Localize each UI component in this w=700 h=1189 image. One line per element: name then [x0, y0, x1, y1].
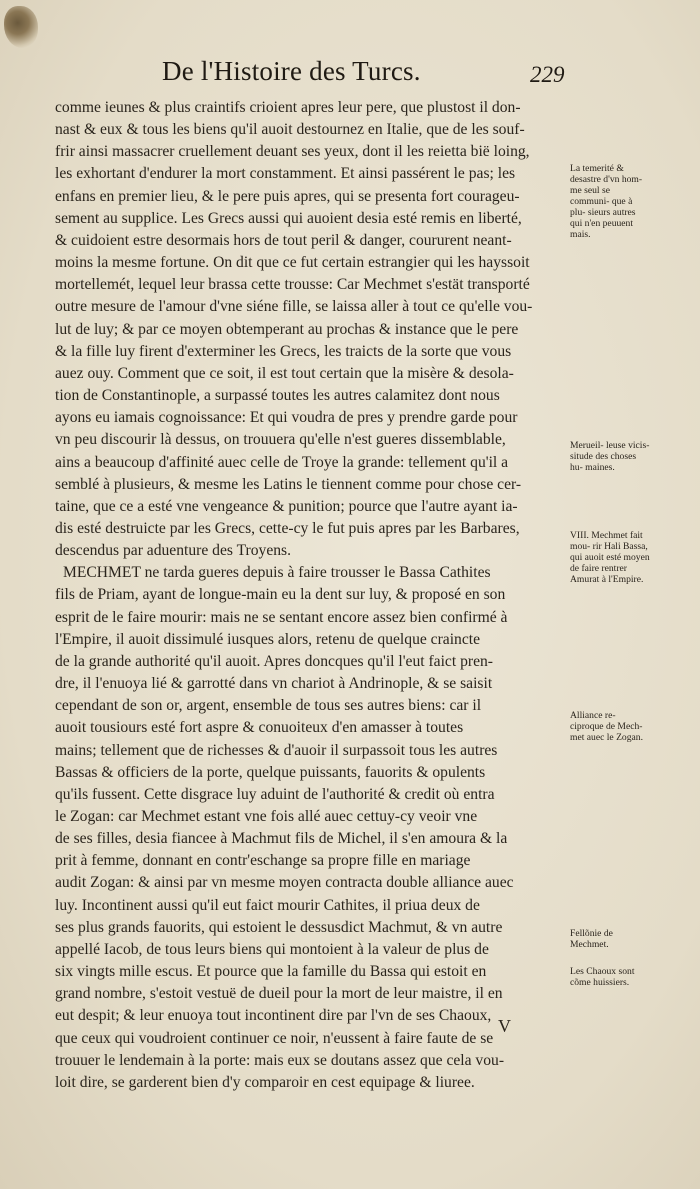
text-line: fils de Priam, ayant de longue-main eu la dent sur luy, & proposé en son — [55, 586, 506, 604]
text-line: prit à femme, donnant en contr'eschange sa propre fille en mariage — [55, 852, 471, 870]
text-line: six vingts mille escus. Et pource que la famille du Bassa qui estoit en — [55, 963, 487, 981]
text-line: auez ouy. Comment que ce soit, il est tout certain que la misère & desola- — [55, 364, 514, 382]
catchword: V — [498, 1016, 511, 1036]
margin-note: Alliance re- ciproque de Mech- met auec le Zogan. — [570, 710, 643, 743]
page-number: 229 — [530, 62, 565, 87]
text-line: loit dire, se garderent bien d'y comparoir en cest equipage & liuree. — [55, 1073, 475, 1091]
margin-note: Merueil- leuse vicis- situde des choses hu- maines. — [570, 440, 650, 473]
text-line: trouuer le lendemain à la porte: mais eux se doutans assez que cela vou- — [55, 1051, 505, 1069]
text-line: nast & eux & tous les biens qu'il auoit destournez en Italie, que de les souf- — [55, 121, 525, 139]
text-line: dis esté destruicte par les Grecs, cette-cy le fut puis apres par les Barbares, — [55, 519, 520, 537]
text-line: grand nombre, s'estoit vestuë de dueil pour la mort de leur maistre, il en — [55, 985, 503, 1003]
text-line: moins la mesme fortune. On dit que ce fut certain estrangier qui les hayssoit — [55, 254, 530, 272]
text-line: de la grande authorité qu'il auoit. Apres doncques qu'il l'eut faict pren- — [55, 652, 493, 670]
margin-note: Les Chaoux sont cõme huissiers. — [570, 966, 635, 988]
text-line: le Zogan: car Mechmet estant vne fois allé auec cettuy-cy veoir vne — [55, 808, 478, 825]
margin-note: La temerité & desastre d'vn hom- me seul se communi- que à plu- sieurs autres qui n'en peuuent mais. — [570, 163, 643, 240]
text-line: frir ainsi massacrer cruellement deuant ses yeux, dont il les reietta bië loing, — [55, 143, 530, 161]
text-line: appellé Iacob, de tous leurs biens qui montoient à la valeur de plus de — [55, 940, 489, 958]
ink-stain — [4, 6, 38, 48]
running-title: De l'Histoire des Turcs. — [162, 56, 421, 86]
text-line: les exhortant d'endurer la mort constamment. Et ainsi passérent le pas; les — [55, 165, 516, 183]
text-line: audit Zogan: & ainsi par vn mesme moyen contracta double alliance auec — [55, 874, 514, 892]
text-line: ains a beaucoup d'affinité auec celle de Troye la grande: tellement qu'il a — [55, 453, 509, 471]
text-line: enfans en premier lieu, & le pere puis apres, qui se presenta fort courageu- — [55, 187, 520, 205]
text-line: eut despit; & leur enuoya tout incontinent dire par l'vn de ses Chaoux, — [55, 1007, 492, 1025]
text-line: l'Empire, il auoit dissimulé iusques alors, retenu de quelque craincte — [55, 630, 481, 648]
text-line: mains; tellement que de richesses & d'auoir il surpassoit tous les autres — [55, 741, 498, 759]
text-line: & la fille luy firent d'exterminer les Grecs, les traicts de la sorte que vous — [55, 342, 512, 360]
text-line: semblé à plusieurs, & mesme les Latins le tiennent comme pour chose cer- — [55, 475, 522, 493]
text-line: ayons eu iamais cognoissance: Et qui voudra de pres y prendre garde pour — [55, 409, 518, 427]
text-line: vn peu discourir là dessus, on trouuera qu'elle n'est gueres dissemblable, — [55, 431, 506, 449]
text-line: cependant de son or, argent, ensemble de tous ses autres biens: car il — [55, 697, 482, 715]
text-line: comme ieunes & plus craintifs crioient apres leur pere, que plustost il don- — [55, 99, 521, 116]
text-line: de ses filles, desia fiancee à Machmut fils de Michel, il s'en amoura & la — [55, 830, 508, 848]
text-line: auoit tousiours esté fort aspre & conuoiteux d'en amasser à toutes — [55, 719, 464, 737]
text-line: mortellemét, lequel leur brassa cette trousse: Car Mechmet s'estät transporté — [55, 276, 530, 294]
text-line: dre, il l'enuoya lié & garrotté dans vn chariot à Andrinople, & se saisit — [55, 675, 493, 693]
text-line: esprit de le faire mourir: mais ne se sentant encore assez bien confirmé à — [55, 608, 508, 626]
text-line: outre mesure de l'amour d'vne siéne fille, se laissa aller à tout ce qu'elle vou- — [55, 298, 533, 316]
text-line: luy. Incontinent aussi qu'il eut faict mourir Cathites, il priua deux de — [55, 896, 480, 914]
text-line: ses plus grands fauorits, qui estoient le dessusdict Machmut, & vn autre — [55, 918, 503, 936]
text-line: Bassas & officiers de la porte, quelque puissants, fauorits & opulents — [55, 763, 486, 781]
text-line: que ceux qui voudroient continuer ce noir, n'eussent à faire faute de se — [55, 1029, 494, 1047]
text-line: qu'ils fussent. Cette disgrace luy aduint de l'authorité & credit où entra — [55, 785, 495, 803]
text-line: descendus par aduenture des Troyens. — [55, 542, 292, 560]
text-line: sement au supplice. Les Grecs aussi qui auoient desia esté remis en liberté, — [55, 209, 522, 227]
margin-note: VIII. Mechmet fait mou- rir Hali Bassa, qui auoit esté moyen de faire rentrer Amurat à l'Empire. — [570, 530, 650, 585]
text-line: tion de Constantinople, a surpassé toutes les autres calamitez dont nous — [55, 387, 500, 405]
text-line: taine, que ce a esté vne vengeance & punition; pource que l'autre ayant ia- — [55, 497, 518, 515]
margin-note: Fellõnie de Mechmet. — [570, 928, 613, 950]
section-opening-line: MECHMET ne tarda gueres depuis à faire trousser le Bassa Cathites — [63, 564, 491, 582]
body-text — [55, 97, 575, 1094]
text-line: lut de luy; & par ce moyen obtemperant au prochas & instance que le pere — [55, 320, 519, 338]
text-line: & cuidoient estre desormais hors de tout peril & danger, coururent neant- — [55, 231, 512, 249]
